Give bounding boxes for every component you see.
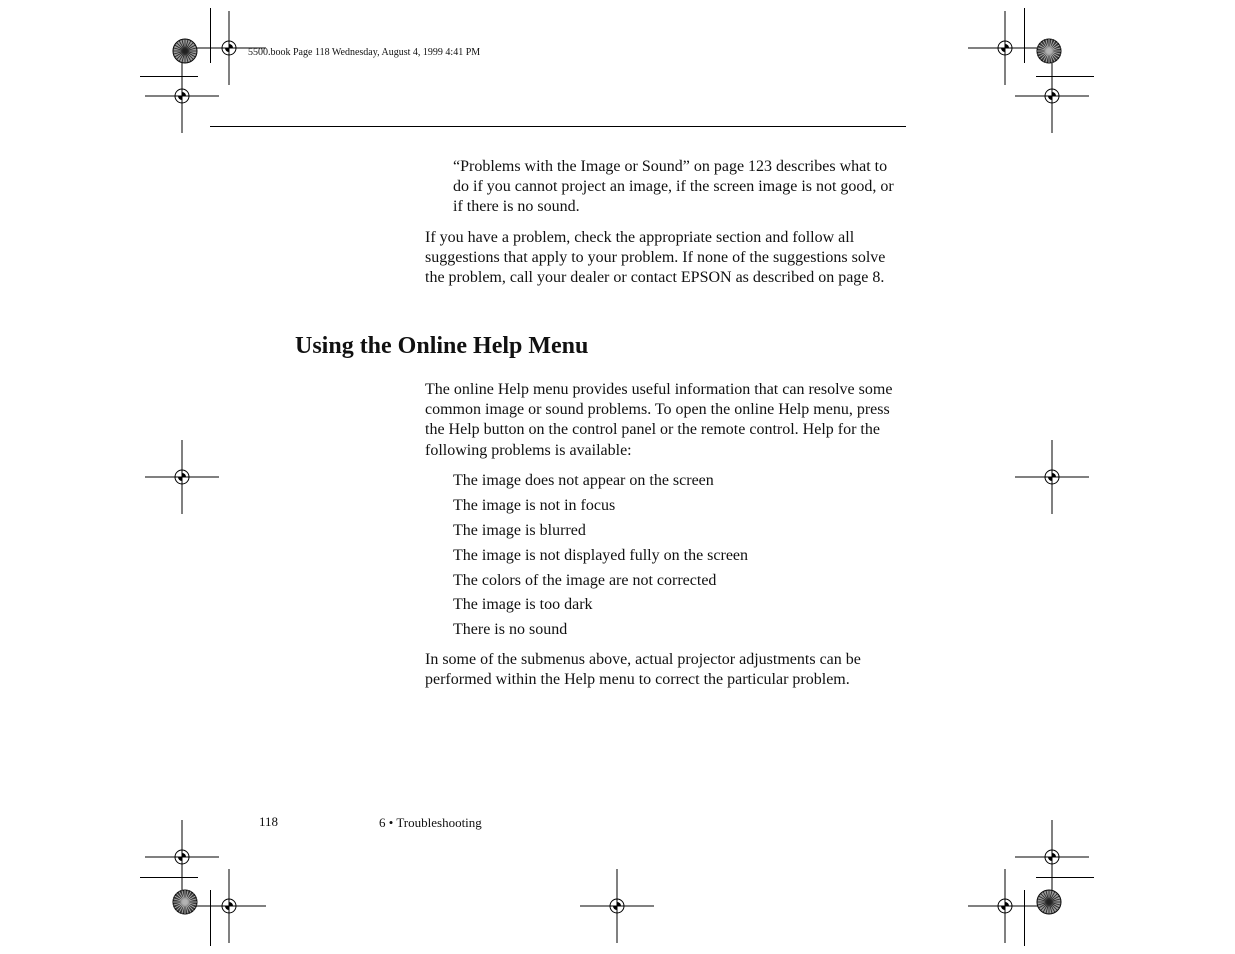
registration-mark-icon (580, 869, 654, 943)
registration-mark-icon (145, 59, 219, 133)
help-intro-paragraph: The online Help menu provides useful information that can resolve some common image or sound problems. To open the online Help menu, press the Help button on the control panel or the remote control. Help for the following problems is available: (425, 381, 893, 459)
registration-mark-icon (968, 11, 1042, 85)
list-item: The image does not appear on the screen (453, 472, 714, 489)
registration-mark-icon (968, 869, 1042, 943)
section-footer: 6 • Troubleshooting (379, 815, 482, 830)
color-target-icon (1037, 39, 1061, 63)
registration-mark-icon (145, 440, 219, 514)
list-item: The image is not in focus (453, 496, 616, 514)
help-topic-list (453, 469, 748, 643)
problem-paragraph: If you have a problem, check the appropriate section and follow all suggestions that apply to your problem. If none of the suggestions solve the problem, call your dealer or contact EPSON as described on page 8. (425, 229, 886, 287)
color-target-icon (173, 890, 197, 914)
registration-mark-icon (1015, 59, 1089, 133)
registration-mark-icon (1015, 820, 1089, 894)
page-number: 118 (259, 814, 279, 829)
color-target-icon (1037, 890, 1061, 914)
list-item: The image is not displayed fully on the screen (453, 546, 749, 564)
registration-mark-icon (145, 820, 219, 894)
list-item: The image is too dark (453, 596, 593, 614)
closing-paragraph: In some of the submenus above, actual projector adjustments can be performed within the Help menu to correct the particular problem. (425, 651, 861, 689)
section-heading: Using the Online Help Menu (295, 333, 589, 359)
list-item: The image is blurred (453, 521, 586, 539)
registration-mark-icon (192, 869, 266, 943)
header-rule (210, 126, 906, 127)
list-item: The colors of the image are not corrected (453, 571, 717, 589)
list-item: There is no sound (453, 621, 568, 639)
registration-mark-icon (1015, 440, 1089, 514)
intro-paragraph: “Problems with the Image or Sound” on page 123 describes what to do if you cannot project an image, if the screen image is not good, or if there is no sound. (453, 158, 894, 216)
print-slug: 5500.book Page 118 Wednesday, August 4, 1999 4:41 PM (248, 47, 481, 58)
color-target-icon (173, 39, 197, 63)
